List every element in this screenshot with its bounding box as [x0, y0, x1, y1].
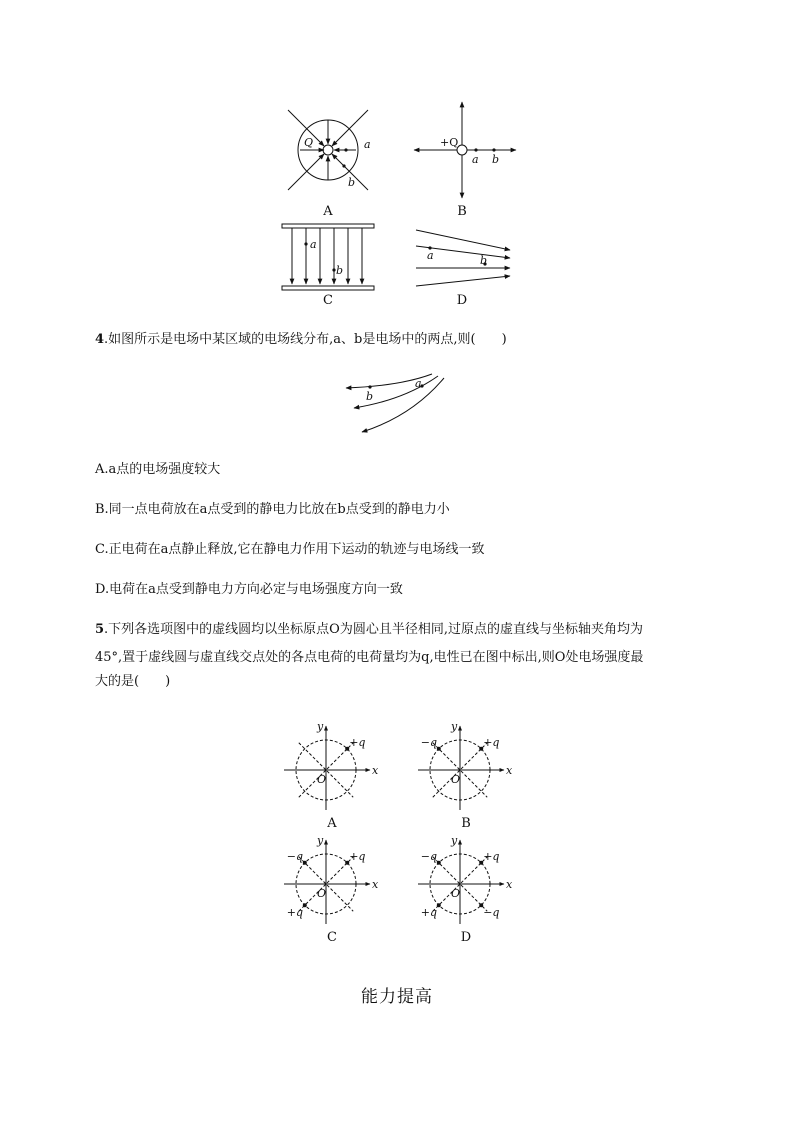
option-b[interactable]: B.同一点电荷放在a点受到的静电力比放在b点受到的静电力小	[95, 502, 450, 517]
question-line-3: 大的是( )	[95, 674, 171, 689]
question-line-1	[95, 620, 715, 640]
point-b-label: b	[348, 176, 356, 189]
negative-charge-label: −q	[286, 849, 304, 863]
point-a-label: a	[472, 153, 479, 166]
q5-diagram-a	[284, 720, 379, 810]
point-b-label: b	[336, 264, 344, 277]
question-4-stem	[95, 330, 507, 350]
origin-label: O	[451, 773, 461, 786]
point-a-label: a	[310, 238, 317, 251]
question-number: 5	[95, 622, 105, 637]
negative-charge-label: −q	[483, 906, 500, 920]
positive-charge-label: +q	[483, 849, 500, 863]
positive-charge-label: +q	[286, 906, 304, 920]
charge-q-label: Q	[304, 136, 314, 149]
question-line-2: 45°,置于虚线圆与虚直线交点处的各点电荷的电荷量均为q,电性已在图中标出,则O处电场强度最	[95, 650, 644, 665]
y-axis-label: y	[451, 720, 458, 733]
point-charge	[437, 861, 441, 865]
option-d[interactable]: D.电荷在a点受到静电力方向必定与电场强度方向一致	[95, 582, 403, 597]
diagram-a	[288, 110, 371, 190]
point-charge	[303, 861, 307, 865]
point-charge	[303, 903, 307, 907]
positive-charge-label: +q	[483, 735, 500, 749]
figure-q4-field-lines	[340, 370, 450, 436]
origin-label: O	[317, 887, 327, 900]
point-b-label: b	[480, 254, 488, 267]
charge-plus-q-label: +Q	[440, 136, 459, 149]
q4-field-lines-svg	[340, 370, 450, 436]
point-b-label: b	[366, 390, 374, 403]
negative-charge-label: −q	[420, 735, 438, 749]
option-a[interactable]: A.a点的电场强度较大	[95, 462, 221, 477]
y-axis-label: y	[317, 720, 324, 733]
point-charge	[437, 747, 441, 751]
positive-charge-label: +q	[349, 735, 366, 749]
caption-d: D	[456, 293, 468, 308]
question-number: 4	[95, 332, 105, 347]
point-a-label: a	[427, 249, 434, 262]
question-text: .下列各选项图中的虚线圆均以坐标原点O为圆心且半径相同,过原点的虚直线与坐标轴夹角均为	[104, 622, 643, 637]
diagram-d	[416, 230, 510, 286]
y-axis-label: y	[317, 834, 324, 847]
origin-label: O	[317, 773, 327, 786]
point-b-label: b	[492, 153, 500, 166]
question-text: .如图所示是电场中某区域的电场线分布,a、b是电场中的两点,则( )	[104, 332, 507, 347]
point-a-label: a	[364, 138, 371, 151]
field-diagrams-svg	[280, 98, 520, 298]
caption-a: A	[323, 204, 333, 219]
diagram-b	[414, 102, 516, 198]
q5-diagram-b	[418, 720, 513, 810]
q5-diagram-d	[418, 834, 513, 924]
point-a-label: a	[415, 377, 422, 390]
section-title: 能力提高	[361, 987, 433, 1007]
x-axis-label: x	[506, 764, 513, 777]
origin-label: O	[451, 887, 461, 900]
q5-caption-c: C	[327, 930, 337, 945]
figure-field-diagrams	[280, 98, 520, 298]
diagram-c	[282, 224, 374, 290]
question-5-stem	[95, 620, 715, 692]
positive-charge-label: +q	[349, 849, 366, 863]
x-axis-label: x	[372, 764, 379, 777]
q5-diagram-c	[284, 834, 379, 924]
q5-caption-d: D	[460, 930, 472, 945]
point-charge	[437, 903, 441, 907]
x-axis-label: x	[506, 878, 513, 891]
negative-charge-label: −q	[420, 849, 438, 863]
caption-c: C	[323, 293, 333, 308]
option-c[interactable]: C.正电荷在a点静止释放,它在静电力作用下运动的轨迹与电场线一致	[95, 542, 485, 557]
q5-caption-a: A	[327, 816, 337, 831]
y-axis-label: y	[451, 834, 458, 847]
positive-charge-label: +q	[420, 906, 438, 920]
caption-b: B	[457, 204, 467, 219]
q5-caption-b: B	[461, 816, 471, 831]
x-axis-label: x	[372, 878, 379, 891]
